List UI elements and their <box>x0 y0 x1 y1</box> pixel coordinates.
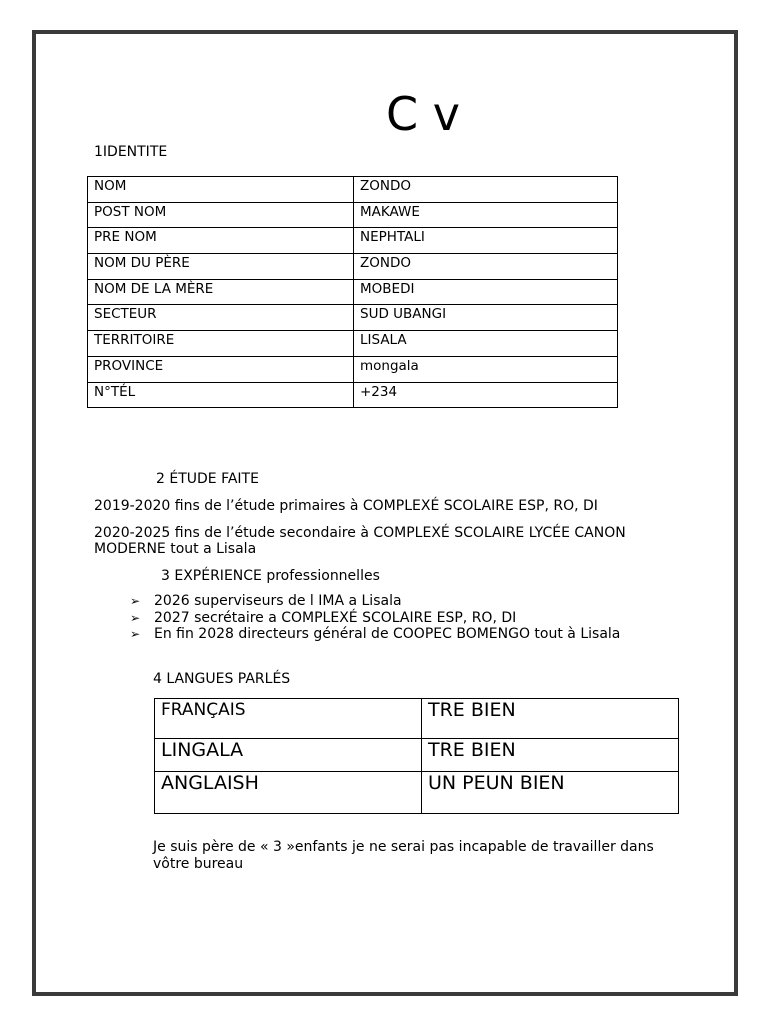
etude-line-2a: 2020-2025 fins de l’étude secondaire à COMPLEXÉ SCOLAIRE LYCÉE CANON <box>94 525 626 541</box>
language-name: FRANÇAIS <box>155 699 422 739</box>
table-row <box>88 331 618 357</box>
table-row <box>88 202 618 228</box>
experience-list <box>130 593 620 643</box>
table-row <box>88 382 618 408</box>
identite-value: SUD UBANGI <box>354 305 618 331</box>
arrow-bullet-icon: ➢ <box>130 627 141 641</box>
arrow-bullet-icon: ➢ <box>130 594 141 608</box>
list-item: ➢ 2026 superviseurs de l IMA a Lisala <box>130 593 402 609</box>
table-row <box>88 279 618 305</box>
table-row <box>155 699 679 739</box>
experience-heading: 3 EXPÉRIENCE professionnelles <box>161 568 380 584</box>
identite-value: MAKAWE <box>354 202 618 228</box>
identite-value: LISALA <box>354 331 618 357</box>
list-item: ➢ 2027 secrétaire a COMPLEXÉ SCOLAIRE ESP, RO, DI <box>130 609 517 626</box>
table-row <box>88 305 618 331</box>
identite-label: NOM DE LA MÈRE <box>88 279 354 305</box>
identite-value: MOBEDI <box>354 279 618 305</box>
identite-label: SECTEUR <box>88 305 354 331</box>
langues-heading: 4 LANGUES PARLÉS <box>153 671 291 687</box>
identite-label: PROVINCE <box>88 356 354 382</box>
identite-value: +234 <box>354 382 618 408</box>
language-name: LINGALA <box>155 739 422 772</box>
identite-label: NOM DU PÈRE <box>88 254 354 280</box>
language-level: TRE BIEN <box>422 739 679 772</box>
arrow-bullet-icon: ➢ <box>130 610 141 625</box>
identite-table <box>87 176 618 408</box>
identite-heading: 1IDENTITE <box>94 144 168 160</box>
identite-value: ZONDO <box>354 254 618 280</box>
language-level: UN PEUN BIEN <box>422 772 679 814</box>
table-row <box>88 356 618 382</box>
table-row <box>155 739 679 772</box>
identite-value: mongala <box>354 356 618 382</box>
etude-line-2b: MODERNE tout a Lisala <box>94 541 257 557</box>
table-row <box>88 228 618 254</box>
etude-line-1: 2019-2020 fins de l’étude primaires à COMPLEXÉ SCOLAIRE ESP, RO, DI <box>94 498 598 514</box>
identite-value: ZONDO <box>354 177 618 203</box>
identite-label: N°TÉL <box>88 382 354 408</box>
list-item: ➢ En fin 2028 directeurs général de COOPEC BOMENGO tout à Lisala <box>130 626 621 642</box>
identite-label: NOM <box>88 177 354 203</box>
identite-label: POST NOM <box>88 202 354 228</box>
language-level: TRE BIEN <box>422 699 679 739</box>
etude-heading: 2 ÉTUDE FAITE <box>156 471 259 487</box>
identite-label: TERRITOIRE <box>88 331 354 357</box>
table-row <box>88 254 618 280</box>
langues-table <box>154 698 679 814</box>
identite-value: NEPHTALI <box>354 228 618 254</box>
closing-line-1: Je suis père de « 3 »enfants je ne serai pas incapable de travailler dans <box>153 839 654 855</box>
identite-label: PRE NOM <box>88 228 354 254</box>
table-row <box>88 177 618 203</box>
closing-line-2: vôtre bureau <box>153 856 244 872</box>
table-row <box>155 772 679 814</box>
cv-page: C v 1IDENTITE NOM ZONDO POST NOM MAKAWE PRE NOM NEPHTALI NOM DU PÈRE ZONDO NOM DE LA MÈRE MOBEDI SECTEUR SUD UBANGI TERRITOIRE LISALA PROVINCE mongala N°TÉL +234 2 ÉTUDE FAITE 2019-2020 fins de l’étude primaires à COMPLEXÉ SCOLAIRE ESP, RO, DI 2020-2025 fins de l’étude secondaire à COMPLEXÉ SCOLAIRE LYCÉE CANON MODERNE tout a Lisala 3 EXPÉRIENCE professionnelles ➢ 2026 superviseurs de l IMA a Lisala ➢ 2027 secrétaire a COMPLEXÉ SCOLAIRE ESP, RO, DI ➢ En fin 2028 directeurs général de COOPEC BOMENGO tout à Lisala 4 LANGUES PARLÉS FRANÇAIS TRE BIEN LINGALA TRE BIEN ANGLAISH UN PEUN BIEN Je suis père de « 3 »enfants je ne serai pas incapable de travailler dans vôtre bureau <box>32 30 738 996</box>
language-name: ANGLAISH <box>155 772 422 814</box>
